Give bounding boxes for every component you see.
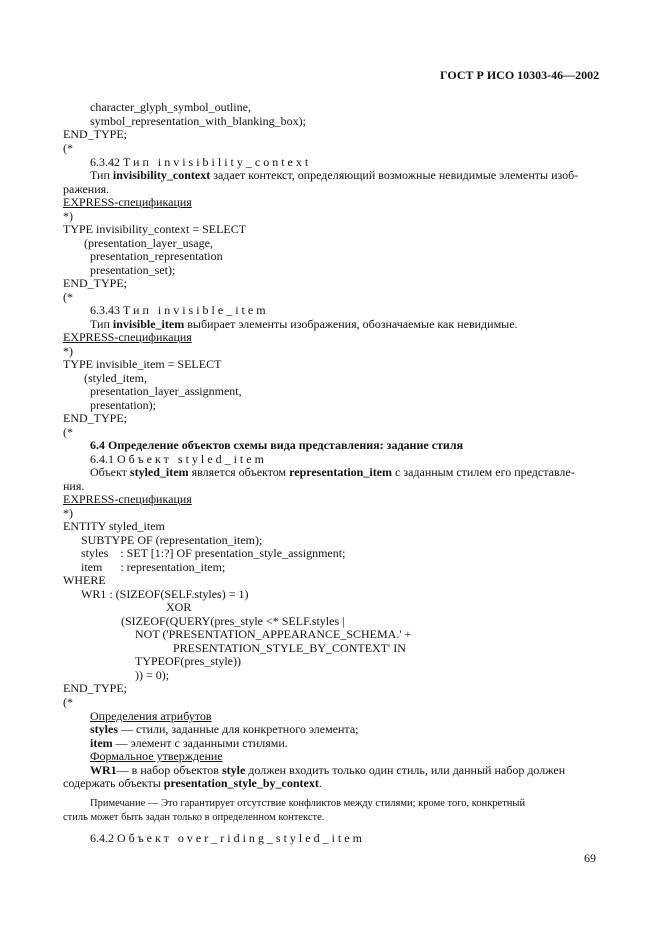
note-line: стиль может быть задан только в определенном контексте. (63, 812, 325, 823)
comment-open: (* (63, 425, 73, 439)
code-line: ENTITY styled_item (63, 519, 165, 533)
code-line: WR1 : (SIZEOF(SELF.styles) = 1) (81, 587, 249, 601)
code-line: (styled_item, (84, 371, 147, 385)
section-heading-6-4: 6.4 Определение объектов схемы вида представления: задание стиля (90, 438, 464, 452)
comment-close: *) (63, 506, 73, 520)
paragraph-line: Объект styled_item является объектом representation_item с заданным стилем его представле- (90, 465, 575, 479)
attribute-definition: item — элемент с заданными стилями. (90, 736, 288, 750)
code-line: (presentation_layer_usage, (84, 236, 213, 250)
section-heading-6-3-43: 6.3.43 Тип invisible_item (90, 303, 269, 317)
paragraph-line: ражения. (63, 182, 110, 196)
code-line: symbol_representation_with_blanking_box); (90, 114, 306, 128)
formal-proposition-heading: Формальное утверждение (90, 749, 223, 763)
comment-open: (* (63, 290, 73, 304)
code-line: TYPEOF(pres_style)) (135, 654, 241, 668)
attribute-definitions-heading: Определения атрибутов (90, 709, 212, 723)
express-spec-heading: EXPRESS-спецификация (63, 195, 192, 209)
paragraph-line: Тип invisibility_context задает контекст, определяющий возможные невидимые элементы изоб- (90, 168, 579, 182)
document-header: ГОСТ Р ИСО 10303-46—2002 (440, 68, 600, 82)
code-line: WHERE (63, 573, 106, 587)
paragraph-line: ния. (63, 479, 85, 493)
code-line: presentation_set); (90, 263, 176, 277)
section-heading-6-3-42: 6.3.42 Тип invisibility_context (90, 155, 312, 169)
comment-close: *) (63, 209, 73, 223)
code-line: presentation); (90, 398, 156, 412)
code-line: character_glyph_symbol_outline, (90, 100, 251, 114)
code-line: (SIZEOF(QUERY(pres_style <* SELF.styles | (121, 614, 345, 628)
section-heading-6-4-1: 6.4.1 Объект styled_item (90, 452, 267, 466)
code-line: TYPE invisible_item = SELECT (63, 357, 222, 371)
express-spec-heading: EXPRESS-спецификация (63, 492, 192, 506)
code-line: END_TYPE; (63, 411, 127, 425)
page-number: 69 (584, 851, 596, 865)
code-line: END_TYPE; (63, 276, 127, 290)
code-line: )) = 0); (135, 668, 170, 682)
code-line: XOR (166, 600, 192, 614)
code-line: presentation_layer_assignment, (90, 384, 242, 398)
paragraph-line: WR1— в набор объектов style должен входить только один стиль, или данный набор должен (90, 763, 566, 777)
code-line: NOT ('PRESENTATION_APPEARANCE_SCHEMA.' + (135, 627, 412, 641)
code-line: presentation_representation (90, 249, 223, 263)
code-line: END_TYPE; (63, 127, 127, 141)
code-line: SUBTYPE OF (representation_item); (81, 533, 263, 547)
code-line: item : representation_item; (81, 560, 226, 574)
attribute-definition: styles — стили, заданные для конкретного элемента; (90, 722, 359, 736)
code-line: END_TYPE; (63, 681, 127, 695)
express-spec-heading: EXPRESS-спецификация (63, 330, 192, 344)
comment-open: (* (63, 141, 73, 155)
note-line: Примечание — Это гарантирует отсутствие конфликтов между стилями; кроме того, конкретный (90, 798, 526, 809)
code-line: TYPE invisibility_context = SELECT (63, 222, 247, 236)
code-line: styles : SET [1:?] OF presentation_style_assignment; (81, 546, 346, 560)
section-heading-6-4-2: 6.4.2 Объект over_riding_styled_item (90, 831, 365, 845)
comment-open: (* (63, 695, 73, 709)
paragraph-line: содержать объекты presentation_style_by_context. (63, 776, 322, 790)
comment-close: *) (63, 344, 73, 358)
paragraph-line: Тип invisible_item выбирает элементы изображения, обозначаемые как невидимые. (90, 317, 518, 331)
code-line: PRESENTATION_STYLE_BY_CONTEXT' IN (173, 641, 406, 655)
